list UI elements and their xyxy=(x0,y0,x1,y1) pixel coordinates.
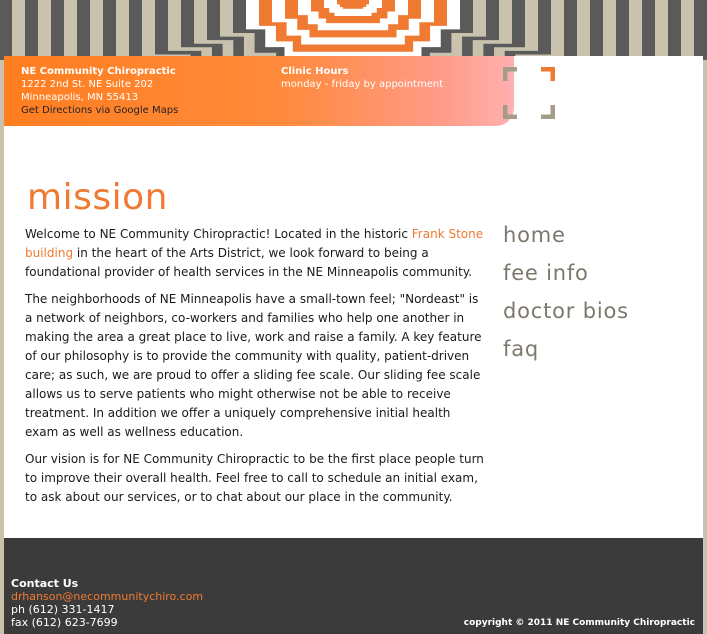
hours-title: Clinic Hours xyxy=(281,66,349,77)
phone-number: ph (612) 331-1417 xyxy=(11,603,115,616)
directions-link[interactable]: Get Directions via Google Maps xyxy=(21,105,179,116)
copyright-text: copyright © 2011 NE Community Chiropractic xyxy=(463,618,695,628)
address-line-1: 1222 2nd St. NE Suite 202 xyxy=(21,79,154,90)
practice-name: NE Community Chiropractic xyxy=(21,66,176,77)
address-block xyxy=(21,65,178,117)
hours-text: monday - friday by appointment xyxy=(281,79,444,90)
address-line-2: Minneapolis, MN 55413 xyxy=(21,92,139,103)
clinic-hours-block xyxy=(281,65,443,91)
main-nav xyxy=(503,221,629,373)
email-link[interactable]: drhanson@necommunitychiro.com xyxy=(11,590,204,603)
paragraph-3: Our vision is for NE Community Chiropractic to be the first place people turn to improve their overall health. Feel free to call to schedule an initial exam, to ask about our services, or to chat about our place in the community. xyxy=(25,452,484,504)
nav-doctor-bios[interactable]: doctor bios xyxy=(503,299,629,323)
p1-text: Welcome to NE Community Chiropractic! Located in the historic xyxy=(25,227,412,241)
paragraph-2: The neighborhoods of NE Minneapolis have a small-town feel; "Nordeast" is a network of neighbors, co-workers and families who help one another in making the area a great place to live, work and raise a family. A key feature of our philosophy is to provide the community with quality, patient-driven care; as such, we are proud to offer a sliding fee scale. Our sliding fee scale allows us to serve patients who might otherwise not be able to receive treatment. In addition we offer a uniquely comprehensive initial health exam as well as wellness education. xyxy=(25,292,482,439)
p1-text-end: in the heart of the Arts District, we look forward to being a foundational provider of health services in the NE Minneapolis community. xyxy=(25,246,473,279)
nav-fee-info[interactable]: fee info xyxy=(503,261,589,285)
contact-block xyxy=(11,577,203,629)
nav-faq[interactable]: faq xyxy=(503,337,539,361)
logo-mark-icon xyxy=(503,67,555,119)
contact-title: Contact Us xyxy=(11,577,79,590)
decorative-banner xyxy=(0,0,707,60)
nav-home[interactable]: home xyxy=(503,223,566,247)
page-title: mission xyxy=(27,177,168,218)
fax-number: fax (612) 623-7699 xyxy=(11,616,118,629)
frank-stone-link[interactable]: Frank Stone building xyxy=(25,227,484,260)
paragraph-1 xyxy=(25,225,487,282)
mission-text xyxy=(25,225,487,515)
